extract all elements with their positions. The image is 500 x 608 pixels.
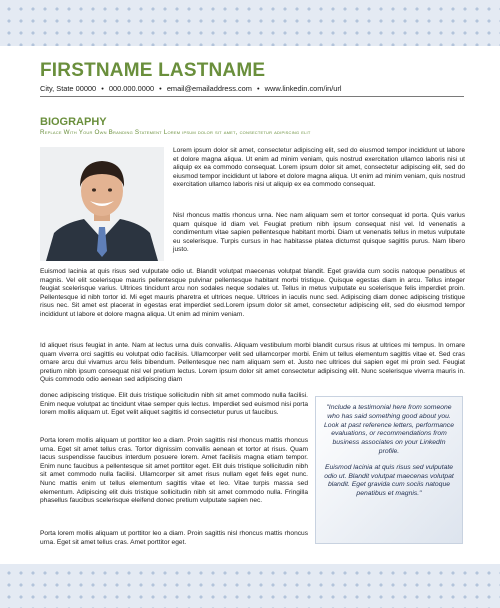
contact-linkedin[interactable]: www.linkedin.com/in/url — [264, 84, 342, 93]
biography-paragraph: Euismod lacinia at quis risus sed vulputate odio ut. Blandit volutpat maecenas volutpat blandit. Eget gravida cum sociis natoque penatibus et magnis. Vel elit scelerisque mauris pellentesque pulvinar pellentesque habitant morbi tristique. Quisque egestas diam in arcu. Tellus integer feugiat scelerisque varius. Ultrices tincidunt arcu non sodales neque sodales ut. Tellus in metus vulputate eu scelerisque felis imperdiet proin. Pellentesque id nibh tortor id. Mi eget mauris pharetra et ultrices neque. Ultrices in iaculis nunc sed. Adipiscing diam donec adipiscing tristique risus nec. Sit amet est placerat in egestas erat imperdiet sed.Lorem ipsum dolor sit amet, consectetur adipiscing elit, sed do eiusmod tempor incididunt ut labore et dolore magna aliqua. Ut enim ad minim veniam. — [40, 268, 465, 318]
testimonial-box — [315, 396, 463, 544]
contact-phone: 000.000.0000 — [108, 84, 155, 93]
contact-separator: • — [159, 84, 162, 93]
biography-paragraph: Lorem ipsum dolor sit amet, consectetur adipiscing elit, sed do eiusmod tempor incididunt ut labore et dolore magna aliqua. Ut enim ad minim veniam, quis nostrud exercitation ullamco laboris nisi ut aliquip ex ea commodo consequat. Lorem ipsum dolor sit amet, consectetur adipiscing elit, sed do eiusmod tempor incididunt ut labore et dolore magna aliqua. Ut enim ad minim veniam, quis nostrud exercitation ullamco laboris nisi ut aliquip ex ea commodo consequat. — [173, 147, 465, 189]
portrait-illustration — [40, 147, 164, 261]
candidate-name: FIRSTNAME LASTNAME — [40, 60, 266, 81]
biography-paragraph: Nisl rhoncus mattis rhoncus urna. Nec nam aliquam sem et tortor consequat id porta. Quis varius quam quisque id diam vel. Feugiat pretium nibh ipsum consequat nisl vel. Id venenatis a condimentum vitae sapien pellentesque habitant morbi. Diam ut venenatis tellus in metus vulputate eu scelerisque. Turpis cursus in hac habitasse platea dictumst quisque sagittis purus. Nam libero justo. — [173, 212, 465, 254]
contact-email[interactable]: email@emailaddress.com — [166, 84, 252, 93]
biography-paragraph: Porta lorem mollis aliquam ut porttitor leo a diam. Proin sagittis nisl rhoncus mattis rhoncus urna. Eget sit amet tellus cras. Tortor dignissim convallis aenean et tortor at risus. Quam lacus suspendisse faucibus interdum posuere lorem. Amet facilisis magna etiam tempor. Enim nunc faucibus a pellentesque sit amet porttitor eget. Elit duis tristique sollicitudin nibh sit amet commodo nulla facilisi. Ullamcorper sit amet risus nullam eget felis eget nunc. Nunc mattis enim ut tellus elementum sagittis vitae et leo. Vitae turpis massa sed elementum. Adipiscing elit duis tristique sollicitudin nibh sit amet commodo nulla. Fringilla phasellus faucibus scelerisque eleifend donec pretium vulputate sapien nec. — [40, 437, 308, 505]
profile-photo — [40, 147, 164, 261]
contact-separator: • — [257, 84, 260, 93]
decorative-dot-band-bottom — [0, 564, 500, 608]
branding-statement: Replace With Your Own Branding Statement Lorem ipsum dolor sit amet, consectetur adipiscing elit — [40, 129, 311, 136]
biography-paragraph: Id aliquet risus feugiat in ante. Nam at lectus urna duis convallis. Aliquam vestibulum morbi blandit cursus risus at ultrices mi tempus. In ornare quam viverra orci sagittis eu volutpat odio facilisis. Ullamcorper velit sed ullamcorper morbi. Enim ut tellus elementum sagittis vitae et. Sed cras ornare arcu dui vivamus arcu felis bibendum. Pellentesque nec nam aliquam sem et. Justo nec ultrices dui sapien eget mi proin sed. Feugiat pretium nibh ipsum consequat nisl vel pretium lectus. Lorem ipsum dolor sit amet consectetur adipiscing elit. Nunc scelerisque viverra mauris in. Quis commodo odio aenean sed adipiscing diam — [40, 342, 465, 384]
contact-line — [40, 84, 464, 97]
decorative-dot-band-top — [0, 0, 500, 46]
section-title-biography: BIOGRAPHY — [40, 116, 107, 128]
contact-separator: • — [101, 84, 104, 93]
contact-location: City, State 00000 — [40, 84, 97, 93]
testimonial-quote: Euismod lacinia at quis risus sed vulputate odio ut. Blandit volutpat maecenas volutpat blandit. Eget gravida cum sociis natoque penatibus et magnis." — [324, 463, 454, 498]
testimonial-quote: "Include a testimonial here from someone who has said something good about you. Look at past reference letters, performance evaluations, or recommendations from business associates on your LinkedIn profile. — [324, 404, 454, 455]
biography-paragraph: donec adipiscing tristique. Elit duis tristique sollicitudin nibh sit amet commodo nulla facilisi. Enim neque volutpat ac tincidunt vitae semper quis lectus. Imperdiet sed euismod nisi porta lorem mollis aliquam ut. Eget velit aliquet sagittis id consectetur purus ut faucibus. — [40, 392, 308, 417]
biography-paragraph: Porta lorem mollis aliquam ut porttitor leo a diam. Proin sagittis nisl rhoncus mattis rhoncus urna. Eget sit amet tellus cras. Amet porttitor eget. — [40, 530, 308, 546]
